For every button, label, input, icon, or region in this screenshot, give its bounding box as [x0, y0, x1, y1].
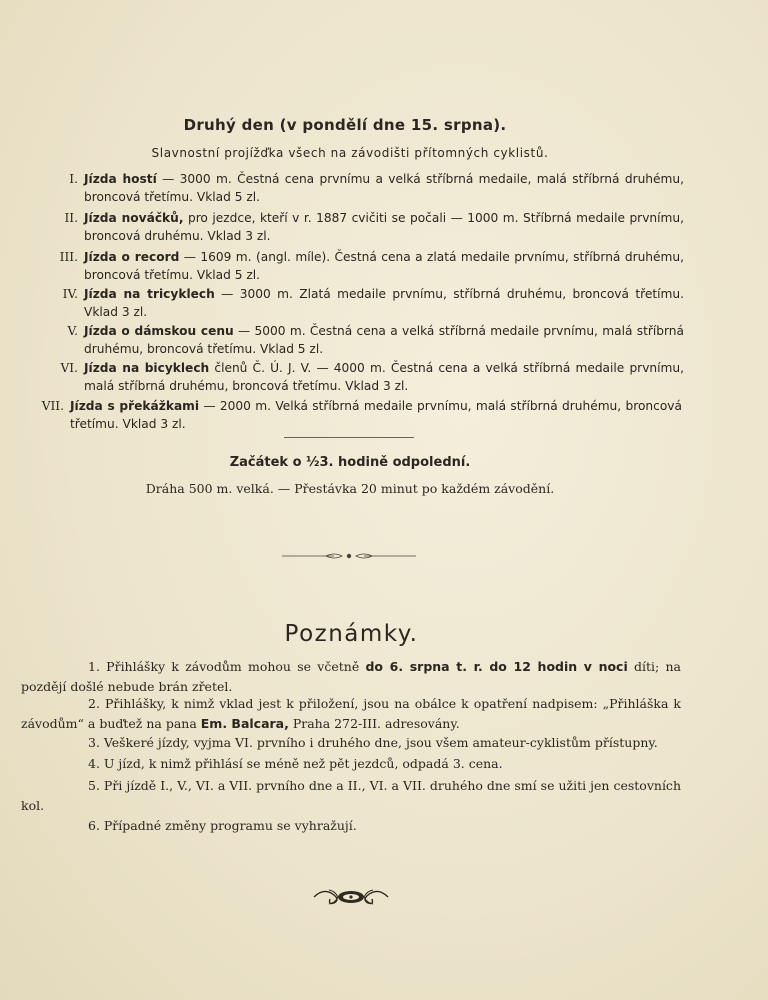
section-divider	[284, 437, 414, 438]
race-number: V.	[67, 324, 78, 338]
race-details: — 5000 m. Čestná cena a velká stříbrná medaile prvnímu, malá stříbrná druhému, broncová třetímu. Vklad 5 zl.	[84, 324, 684, 356]
note-item	[21, 776, 681, 816]
race-item	[69, 171, 685, 206]
note-bold-text: do 6. srpna t. r. do 12 hodin v noci	[365, 659, 628, 674]
note-text-cont: díti; na pozdějí došlé nebude brán zřetel.	[21, 659, 682, 694]
race-number: III.	[59, 250, 78, 264]
small-ornament-divider	[282, 549, 416, 563]
race-details: pro jezdce, kteří v r. 1887 cvičiti se počali — 1000 m. Stříbrná medaile prvnímu, broncová druhému. Vklad 3 zl.	[84, 211, 684, 243]
race-number: VII.	[41, 399, 64, 413]
note-item	[21, 694, 681, 734]
race-name: Jízda na tricyklech	[84, 287, 215, 301]
race-number: II.	[64, 211, 78, 225]
note-bold-text: Em. Balcara,	[200, 716, 289, 731]
note-item	[21, 754, 681, 774]
race-details: — 3000 m. Čestná cena prvnímu a velká stříbrná medaile, malá stříbrná druhému, broncová třetímu. Vklad 5 zl.	[84, 172, 685, 204]
race-details: — 3000 m. Zlatá medaile prvnímu, stříbrná druhému, broncová třetímu. Vklad 3 zl.	[84, 287, 684, 319]
race-item	[60, 360, 684, 395]
note-item	[21, 733, 681, 753]
note-item	[21, 657, 681, 697]
track-info: Dráha 500 m. velká. — Přestávka 20 minut po každém závodění.	[145, 481, 555, 496]
start-time: Začátek o ½3. hodině odpolední.	[229, 455, 471, 470]
race-number: VI.	[60, 361, 78, 375]
race-number: IV.	[62, 287, 78, 301]
race-name: Jízda o record	[84, 250, 180, 264]
race-item	[64, 210, 684, 245]
race-item	[59, 249, 684, 284]
race-details: — 1609 m. (angl. míle). Čestná cena a zlatá medaile prvnímu, stříbrná druhému, broncová třetímu. Vklad 5 zl.	[84, 250, 684, 282]
note-text: 3. Veškeré jízdy, vyjma VI. prvního i druhého dne, jsou všem amateur-cyklistům přístupny.	[88, 735, 658, 750]
race-details: — 2000 m. Velká stříbrná medaile prvnímu, malá stříbrná druhému, broncová třetímu. Vklad 3 zl.	[70, 399, 682, 431]
race-item	[62, 286, 684, 321]
race-details: členů Č. Ú. J. V. — 4000 m. Čestná cena a velká stříbrná medaile prvnímu, malá stříbrná druhému, broncová třetímu. Vklad 3 zl.	[84, 361, 684, 393]
race-number: I.	[69, 172, 78, 186]
notes-title: Poznámky.	[284, 621, 419, 647]
race-item	[41, 398, 682, 433]
note-text-cont: Praha 272-III. adresovány.	[288, 716, 460, 731]
race-item	[67, 323, 684, 358]
day-heading: Druhý den (v pondělí dne 15. srpna).	[183, 116, 507, 134]
note-text: 2. Přihlášky, k nimž vklad jest k přiložení, jsou na obálce k opatření nadpisem: „Přihláška k závodům“ a buďtež na pana	[21, 696, 681, 731]
note-text: 4. U jízd, k nimž přihlásí se méně než pět jezdců, odpadá 3. cena.	[88, 756, 503, 771]
parade-subheading: Slavnostní projížďka všech na závodišti přítomných cyklistů.	[151, 146, 549, 160]
race-name: Jízda hostí	[84, 172, 157, 186]
note-text: 5. Při jízdě I., V., VI. a VII. prvního dne a II., VI. a VII. druhého dne smí se užiti jen cestovních kol.	[21, 778, 681, 813]
note-text: 6. Případné změny programu se vyhražují.	[88, 818, 357, 833]
note-text: 1. Přihlášky k závodům mohou se včetně	[88, 659, 366, 674]
race-name: Jízda o dámskou cenu	[84, 324, 234, 338]
scroll-ornament	[312, 885, 390, 909]
note-item	[21, 816, 681, 836]
race-name: Jízda nováčků,	[84, 211, 184, 225]
race-name: Jízda na bicyklech	[84, 361, 210, 375]
race-name: Jízda s překážkami	[70, 399, 200, 413]
